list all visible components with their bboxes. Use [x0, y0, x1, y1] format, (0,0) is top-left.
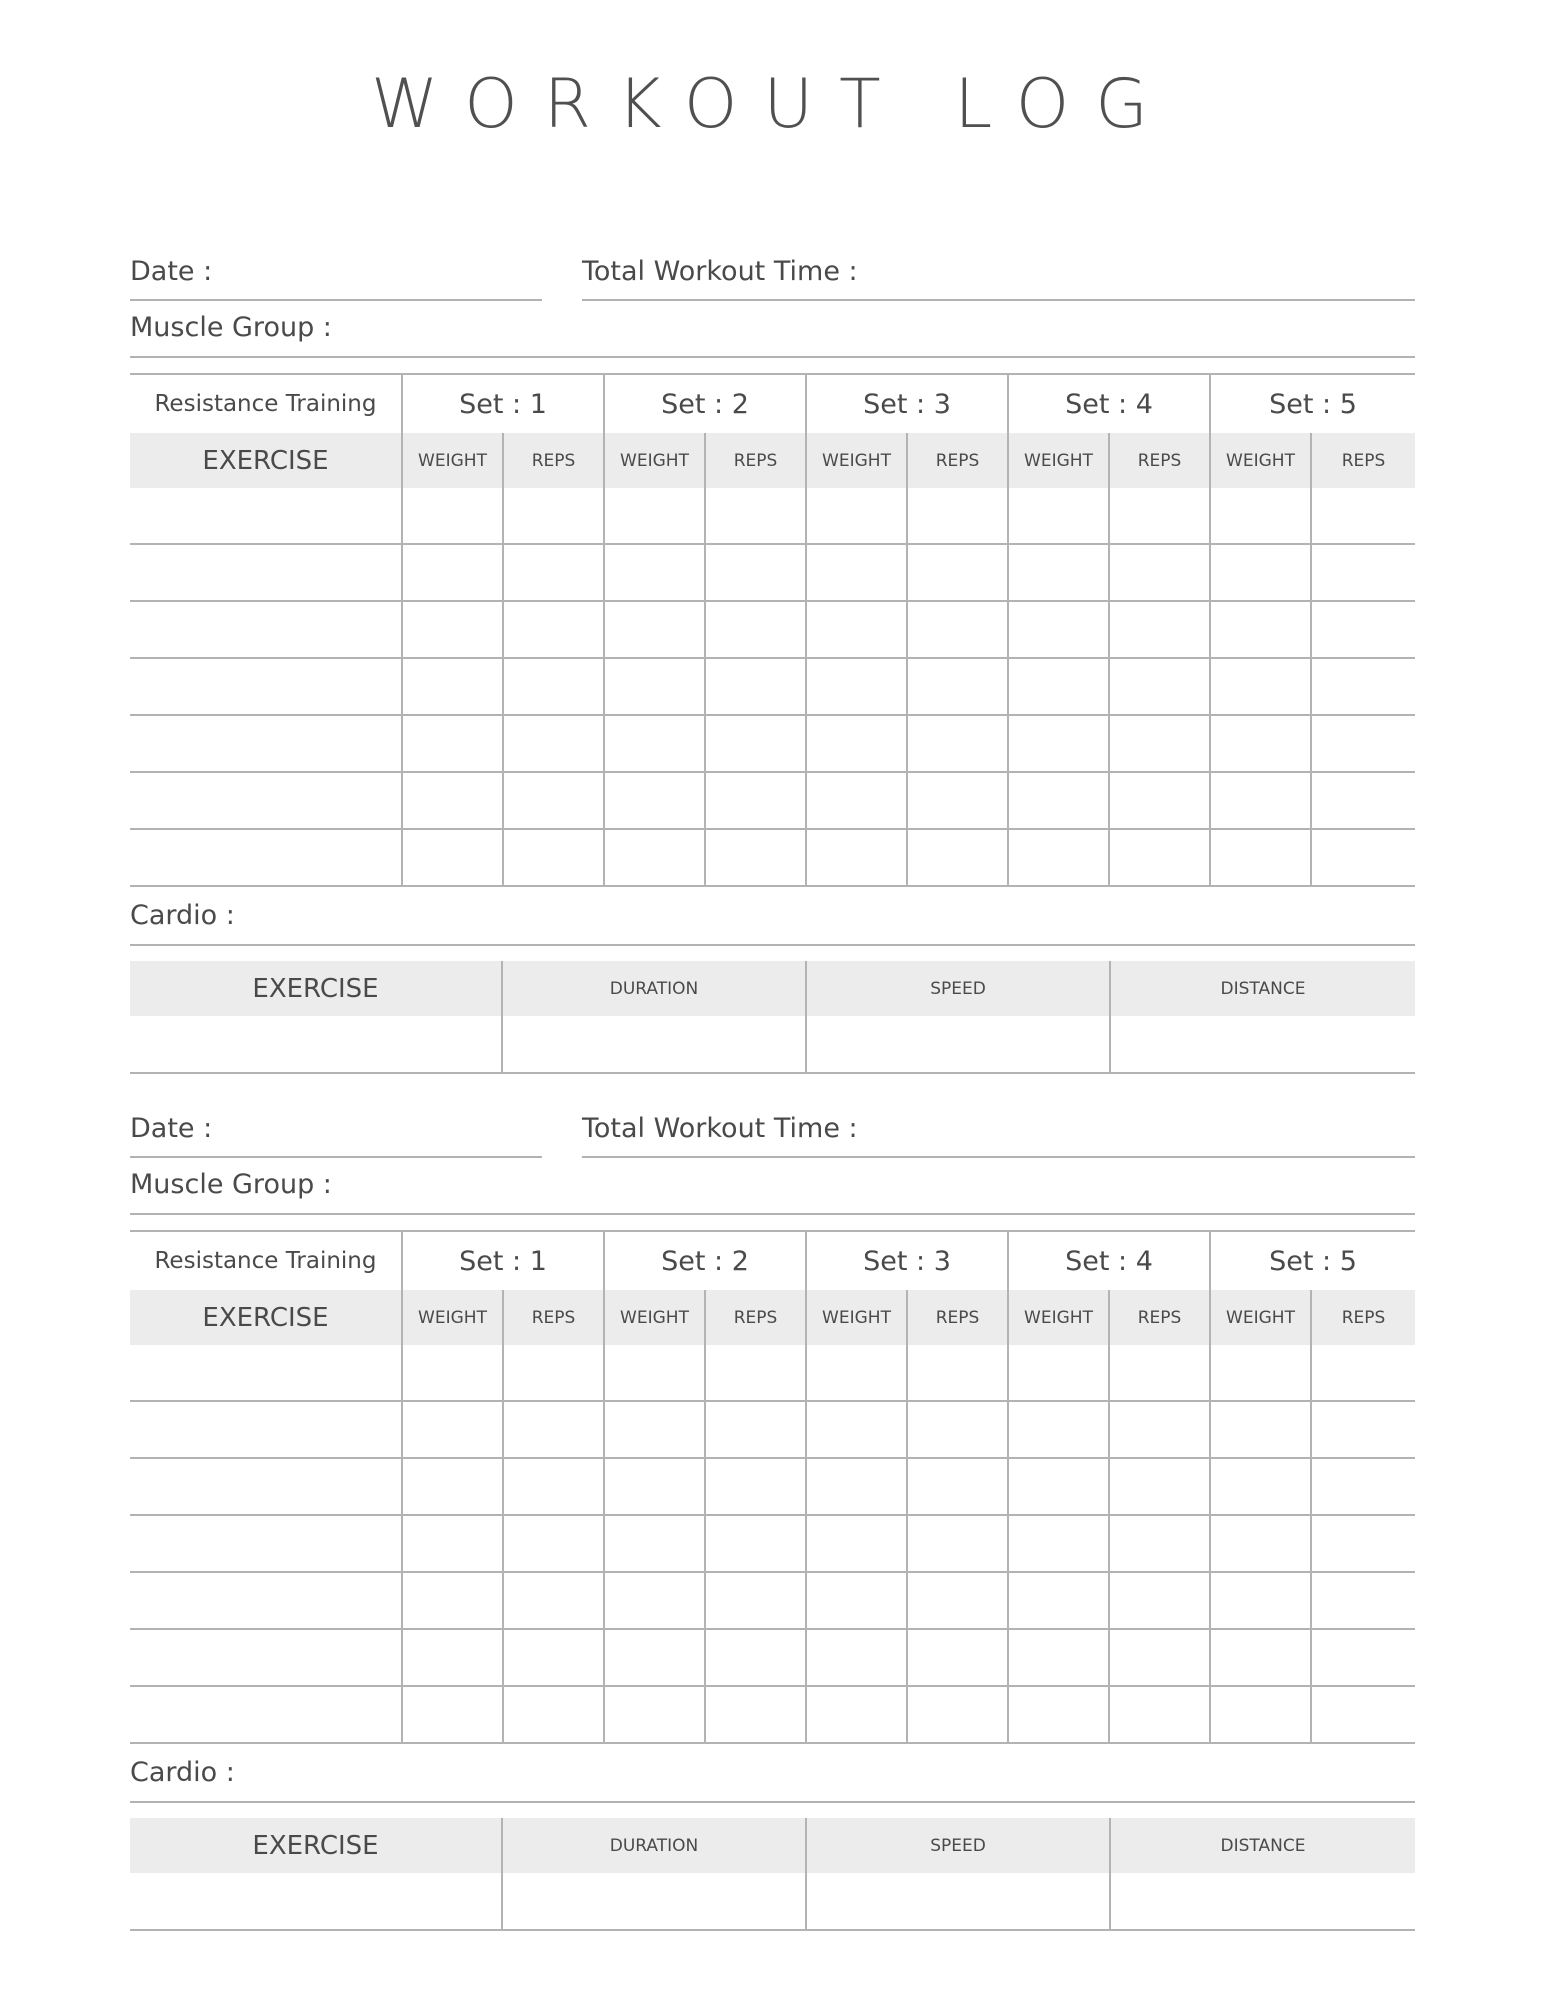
reps-cell[interactable]: [1109, 544, 1210, 601]
weight-cell[interactable]: [604, 715, 705, 772]
set-5-header: Set : 5: [1210, 375, 1415, 433]
cardio-label: Cardio :: [130, 900, 235, 931]
exercise-cell[interactable]: [130, 1401, 402, 1458]
reps-cell[interactable]: [1311, 1458, 1415, 1515]
table-row: [130, 658, 1415, 715]
reps-cell[interactable]: [503, 544, 604, 601]
exercise-cell[interactable]: [130, 544, 402, 601]
weight-cell[interactable]: [402, 1572, 503, 1629]
reps-cell[interactable]: [705, 1515, 806, 1572]
reps-column-header: REPS: [907, 433, 1008, 488]
reps-cell[interactable]: [1109, 1458, 1210, 1515]
weight-column-header: WEIGHT: [1210, 433, 1311, 488]
muscle-group-underline: [130, 1213, 1415, 1215]
cardio-exercise-cell[interactable]: [130, 1873, 502, 1930]
weight-column-header: WEIGHT: [402, 1290, 503, 1345]
exercise-column-header: EXERCISE: [130, 1290, 402, 1345]
reps-cell[interactable]: [705, 1458, 806, 1515]
reps-cell[interactable]: [1109, 658, 1210, 715]
reps-cell[interactable]: [705, 1629, 806, 1686]
date-field[interactable]: [130, 264, 542, 298]
cardio-field[interactable]: [250, 1765, 1415, 1799]
reps-cell[interactable]: [1311, 544, 1415, 601]
muscle-group-label: Muscle Group :: [130, 312, 332, 343]
resistance-rows: [130, 1345, 1415, 1743]
weight-cell[interactable]: [1008, 1686, 1109, 1743]
weight-column-header: WEIGHT: [1008, 1290, 1109, 1345]
resistance-training-label: Resistance Training: [154, 391, 377, 417]
reps-cell[interactable]: [1109, 772, 1210, 829]
weight-cell[interactable]: [806, 1629, 907, 1686]
weight-cell[interactable]: [604, 1686, 705, 1743]
reps-column-header: REPS: [1311, 1290, 1415, 1345]
reps-cell[interactable]: [1311, 601, 1415, 658]
reps-cell[interactable]: [907, 715, 1008, 772]
exercise-column-header: EXERCISE: [130, 433, 402, 488]
cardio-distance-header: DISTANCE: [1110, 961, 1415, 1016]
weight-cell[interactable]: [1210, 1572, 1311, 1629]
weight-cell[interactable]: [604, 658, 705, 715]
reps-cell[interactable]: [1311, 1401, 1415, 1458]
weight-cell[interactable]: [1008, 772, 1109, 829]
reps-cell[interactable]: [907, 1572, 1008, 1629]
set-3-header: Set : 3: [806, 375, 1008, 433]
weight-column-header: WEIGHT: [1210, 1290, 1311, 1345]
weight-cell[interactable]: [1210, 1401, 1311, 1458]
weight-cell[interactable]: [402, 1686, 503, 1743]
reps-cell[interactable]: [907, 1345, 1008, 1401]
weight-cell[interactable]: [402, 658, 503, 715]
weight-cell[interactable]: [806, 658, 907, 715]
reps-cell[interactable]: [503, 488, 604, 544]
weight-cell[interactable]: [1210, 1629, 1311, 1686]
exercise-cell[interactable]: [130, 715, 402, 772]
cardio-speed-cell[interactable]: [806, 1873, 1110, 1930]
cardio-speed-header: SPEED: [806, 1818, 1110, 1873]
reps-cell[interactable]: [1311, 1345, 1415, 1401]
reps-cell[interactable]: [1109, 715, 1210, 772]
set-4-header: Set : 4: [1008, 1232, 1210, 1290]
weight-cell[interactable]: [806, 1515, 907, 1572]
weight-cell[interactable]: [1008, 488, 1109, 544]
cardio-exercise-header: EXERCISE: [130, 1818, 502, 1873]
weight-cell[interactable]: [1008, 601, 1109, 658]
reps-cell[interactable]: [907, 1629, 1008, 1686]
weight-cell[interactable]: [806, 1686, 907, 1743]
weight-cell[interactable]: [1210, 601, 1311, 658]
reps-cell[interactable]: [503, 1572, 604, 1629]
exercise-cell[interactable]: [130, 1345, 402, 1401]
weight-cell[interactable]: [402, 601, 503, 658]
exercise-cell[interactable]: [130, 1458, 402, 1515]
cardio-underline: [130, 1801, 1415, 1803]
reps-cell[interactable]: [705, 1686, 806, 1743]
reps-column-header: REPS: [1311, 433, 1415, 488]
workout-log-2: [130, 857, 1415, 1947]
table-row: [130, 1515, 1415, 1572]
weight-cell[interactable]: [604, 544, 705, 601]
muscle-group-underline: [130, 356, 1415, 358]
reps-cell[interactable]: [705, 715, 806, 772]
set-2-header: Set : 2: [604, 1232, 806, 1290]
reps-cell[interactable]: [705, 772, 806, 829]
weight-cell[interactable]: [604, 1572, 705, 1629]
table-row: [130, 1629, 1415, 1686]
cardio-duration-header: DURATION: [502, 1818, 806, 1873]
weight-cell[interactable]: [1210, 544, 1311, 601]
reps-cell[interactable]: [907, 1458, 1008, 1515]
set-5-header: Set : 5: [1210, 1232, 1415, 1290]
resistance-training-table: [130, 1232, 1415, 1744]
reps-cell[interactable]: [705, 488, 806, 544]
weight-column-header: WEIGHT: [402, 433, 503, 488]
set-3-header: Set : 3: [806, 1232, 1008, 1290]
exercise-cell[interactable]: [130, 1515, 402, 1572]
weight-cell[interactable]: [1210, 1458, 1311, 1515]
set-1-header: Set : 1: [402, 1232, 604, 1290]
weight-cell[interactable]: [1210, 658, 1311, 715]
table-row: [130, 601, 1415, 658]
weight-cell[interactable]: [806, 1572, 907, 1629]
exercise-cell[interactable]: [130, 1629, 402, 1686]
reps-cell[interactable]: [1311, 658, 1415, 715]
page-title: WORKOUT LOG: [370, 65, 1174, 144]
weight-cell[interactable]: [806, 1401, 907, 1458]
weight-cell[interactable]: [1008, 1401, 1109, 1458]
total-workout-time-underline: [582, 1156, 1415, 1158]
total-workout-time-label: Total Workout Time :: [582, 1113, 858, 1144]
reps-cell[interactable]: [503, 601, 604, 658]
set-4-header: Set : 4: [1008, 375, 1210, 433]
weight-cell[interactable]: [1210, 772, 1311, 829]
cardio-distance-header: DISTANCE: [1110, 1818, 1415, 1873]
table-row: [130, 1572, 1415, 1629]
weight-cell[interactable]: [806, 488, 907, 544]
cardio-duration-cell[interactable]: [502, 1873, 806, 1930]
table-row: [130, 544, 1415, 601]
resistance-training-label: Resistance Training: [154, 1248, 377, 1274]
reps-cell[interactable]: [1311, 772, 1415, 829]
weight-cell[interactable]: [604, 1515, 705, 1572]
reps-cell[interactable]: [503, 1345, 604, 1401]
total-workout-time-field[interactable]: [582, 1121, 1415, 1155]
reps-cell[interactable]: [503, 772, 604, 829]
weight-cell[interactable]: [1008, 1629, 1109, 1686]
weight-cell[interactable]: [1210, 1686, 1311, 1743]
exercise-cell[interactable]: [130, 658, 402, 715]
reps-cell[interactable]: [1109, 1686, 1210, 1743]
reps-cell[interactable]: [1109, 1345, 1210, 1401]
set-1-header: Set : 1: [402, 375, 604, 433]
reps-cell[interactable]: [1311, 715, 1415, 772]
date-underline: [130, 299, 542, 301]
reps-cell[interactable]: [1109, 1629, 1210, 1686]
reps-cell[interactable]: [907, 658, 1008, 715]
reps-cell[interactable]: [705, 1345, 806, 1401]
reps-cell[interactable]: [705, 544, 806, 601]
weight-cell[interactable]: [806, 1345, 907, 1401]
exercise-cell[interactable]: [130, 488, 402, 544]
weight-cell[interactable]: [604, 1629, 705, 1686]
cardio-label: Cardio :: [130, 1757, 235, 1788]
weight-cell[interactable]: [1008, 658, 1109, 715]
resistance-rows: [130, 488, 1415, 886]
total-workout-time-field[interactable]: [582, 264, 1415, 298]
reps-cell[interactable]: [907, 1515, 1008, 1572]
reps-cell[interactable]: [705, 1572, 806, 1629]
reps-cell[interactable]: [1109, 1515, 1210, 1572]
weight-cell[interactable]: [806, 772, 907, 829]
table-row: [130, 772, 1415, 829]
reps-column-header: REPS: [503, 1290, 604, 1345]
reps-cell[interactable]: [1109, 1572, 1210, 1629]
weight-column-header: WEIGHT: [806, 1290, 907, 1345]
weight-cell[interactable]: [806, 715, 907, 772]
reps-cell[interactable]: [503, 658, 604, 715]
reps-cell[interactable]: [907, 1686, 1008, 1743]
weight-cell[interactable]: [604, 772, 705, 829]
reps-cell[interactable]: [503, 715, 604, 772]
cardio-duration-header: DURATION: [502, 961, 806, 1016]
cardio-distance-cell[interactable]: [1110, 1873, 1415, 1930]
weight-column-header: WEIGHT: [1008, 433, 1109, 488]
exercise-cell[interactable]: [130, 1686, 402, 1743]
weight-cell[interactable]: [402, 1458, 503, 1515]
reps-cell[interactable]: [907, 772, 1008, 829]
weight-cell[interactable]: [402, 715, 503, 772]
weight-cell[interactable]: [1210, 1515, 1311, 1572]
weight-column-header: WEIGHT: [604, 1290, 705, 1345]
reps-cell[interactable]: [705, 1401, 806, 1458]
weight-cell[interactable]: [1008, 1515, 1109, 1572]
reps-column-header: REPS: [1109, 1290, 1210, 1345]
reps-cell[interactable]: [503, 1401, 604, 1458]
reps-column-header: REPS: [705, 1290, 806, 1345]
reps-cell[interactable]: [907, 488, 1008, 544]
reps-cell[interactable]: [1311, 1686, 1415, 1743]
cardio-exercise-header: EXERCISE: [130, 961, 502, 1016]
cardio-rows: [130, 1873, 1415, 1930]
table-row: [130, 1401, 1415, 1458]
reps-cell[interactable]: [503, 1515, 604, 1572]
weight-cell[interactable]: [806, 544, 907, 601]
muscle-group-label: Muscle Group :: [130, 1169, 332, 1200]
reps-column-header: REPS: [503, 433, 604, 488]
resistance-training-table: [130, 375, 1415, 887]
reps-cell[interactable]: [503, 1686, 604, 1743]
table-row: [130, 488, 1415, 544]
weight-cell[interactable]: [402, 772, 503, 829]
table-row: [130, 715, 1415, 772]
cardio-table: [130, 1818, 1415, 1931]
date-label: Date :: [130, 1113, 213, 1144]
weight-cell[interactable]: [604, 1401, 705, 1458]
table-row: [130, 1345, 1415, 1401]
table-row: [130, 1686, 1415, 1743]
weight-cell[interactable]: [806, 1458, 907, 1515]
total-workout-time-underline: [582, 299, 1415, 301]
weight-cell[interactable]: [402, 1345, 503, 1401]
weight-cell[interactable]: [604, 488, 705, 544]
weight-cell[interactable]: [806, 601, 907, 658]
weight-cell[interactable]: [402, 544, 503, 601]
reps-column-header: REPS: [907, 1290, 1008, 1345]
exercise-cell[interactable]: [130, 772, 402, 829]
reps-cell[interactable]: [1311, 1515, 1415, 1572]
reps-cell[interactable]: [503, 1629, 604, 1686]
muscle-group-field[interactable]: [360, 1177, 1415, 1211]
weight-cell[interactable]: [402, 1629, 503, 1686]
weight-cell[interactable]: [1008, 1458, 1109, 1515]
reps-cell[interactable]: [1311, 1572, 1415, 1629]
reps-cell[interactable]: [907, 1401, 1008, 1458]
muscle-group-field[interactable]: [360, 320, 1415, 354]
date-field[interactable]: [130, 1121, 542, 1155]
weight-cell[interactable]: [1210, 715, 1311, 772]
exercise-cell[interactable]: [130, 601, 402, 658]
weight-cell[interactable]: [1008, 1572, 1109, 1629]
weight-cell[interactable]: [1008, 715, 1109, 772]
weight-cell[interactable]: [1210, 1345, 1311, 1401]
weight-cell[interactable]: [402, 488, 503, 544]
reps-cell[interactable]: [1311, 1629, 1415, 1686]
weight-cell[interactable]: [1008, 544, 1109, 601]
reps-column-header: REPS: [705, 433, 806, 488]
table-row: [130, 1458, 1415, 1515]
reps-cell[interactable]: [705, 658, 806, 715]
reps-cell[interactable]: [1109, 1401, 1210, 1458]
reps-cell[interactable]: [503, 1458, 604, 1515]
reps-cell[interactable]: [907, 544, 1008, 601]
reps-cell[interactable]: [1311, 488, 1415, 544]
weight-cell[interactable]: [604, 1458, 705, 1515]
weight-column-header: WEIGHT: [806, 433, 907, 488]
weight-cell[interactable]: [402, 1515, 503, 1572]
weight-column-header: WEIGHT: [604, 433, 705, 488]
exercise-cell[interactable]: [130, 1572, 402, 1629]
weight-cell[interactable]: [604, 1345, 705, 1401]
cardio-speed-header: SPEED: [806, 961, 1110, 1016]
reps-cell[interactable]: [1109, 488, 1210, 544]
date-label: Date :: [130, 256, 213, 287]
reps-cell[interactable]: [705, 601, 806, 658]
table-row: [130, 1873, 1415, 1930]
weight-cell[interactable]: [604, 601, 705, 658]
set-2-header: Set : 2: [604, 375, 806, 433]
weight-cell[interactable]: [402, 1401, 503, 1458]
reps-column-header: REPS: [1109, 433, 1210, 488]
date-underline: [130, 1156, 542, 1158]
total-workout-time-label: Total Workout Time :: [582, 256, 858, 287]
reps-cell[interactable]: [1109, 601, 1210, 658]
weight-cell[interactable]: [1210, 488, 1311, 544]
weight-cell[interactable]: [1008, 1345, 1109, 1401]
reps-cell[interactable]: [907, 601, 1008, 658]
